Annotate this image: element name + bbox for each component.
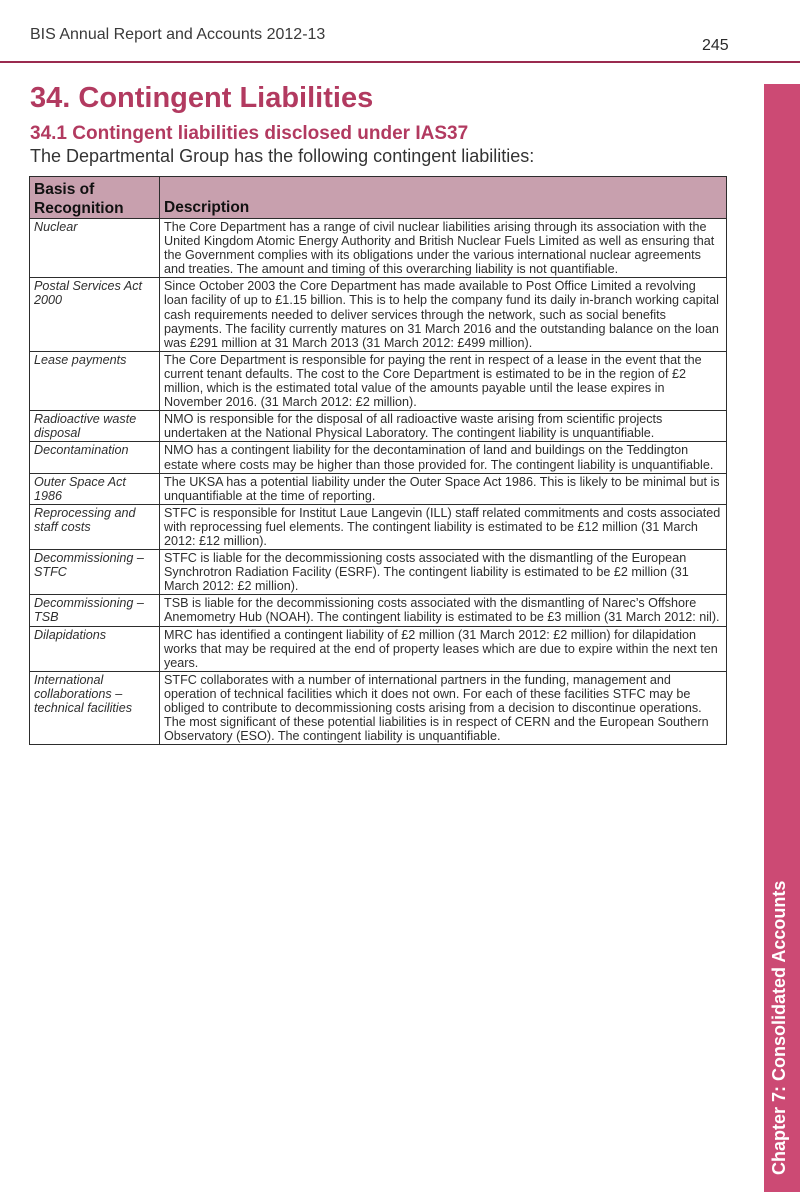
basis-cell: Decommissioning – STFC bbox=[30, 550, 160, 595]
description-cell: NMO is responsible for the disposal of all radioactive waste arising from scientific projects undertaken at the National Physical Laboratory. The contingent liability is unquantifiable. bbox=[160, 411, 727, 442]
description-cell: TSB is liable for the decommissioning costs associated with the dismantling of Narec’s Offshore Anemometry Hub (NOAH). The contingent liability is estimated to be £3 million (31 March 2012: nil). bbox=[160, 595, 727, 626]
table-row bbox=[30, 626, 727, 671]
header-rule bbox=[0, 61, 800, 63]
basis-cell: Decommissioning – TSB bbox=[30, 595, 160, 626]
header-description: Description bbox=[160, 177, 727, 219]
section-title: 34.1 Contingent liabilities disclosed under IAS37 bbox=[30, 123, 469, 144]
description-cell: Since October 2003 the Core Department has made available to Post Office Limited a revolving loan facility of up to £1.15 billion. This is to help the company fund its daily in-branch working capital cash requirements needed to deliver services through the network, such as social benefits payments. The facility currently matures on 31 March 2016 and the outstanding balance on the loan was £291 million at 31 March 2013 (31 March 2012: £499 million). bbox=[160, 278, 727, 351]
description-cell: The Core Department is responsible for paying the rent in respect of a lease in the event that the current tenant defaults. The cost to the Core Department is estimated to be in the region of £2 million, which is the estimated total value of the amounts payable until the lease expires in November 2016. (31 March 2012: £2 million). bbox=[160, 351, 727, 410]
intro-text: The Departmental Group has the following contingent liabilities: bbox=[30, 146, 535, 166]
description-cell: The UKSA has a potential liability under the Outer Space Act 1986. This is likely to be minimal but is unquantifiable at the time of reporting. bbox=[160, 473, 727, 504]
description-cell: NMO has a contingent liability for the decontamination of land and buildings on the Teddington estate where costs may be higher than those provided for. The contingent liability is unquantifiable. bbox=[160, 442, 727, 473]
table-row bbox=[30, 442, 727, 473]
chapter-title: 34. Contingent Liabilities bbox=[30, 82, 374, 114]
description-cell: MRC has identified a contingent liability of £2 million (31 March 2012: £2 million) for dilapidation works that may be required at the end of property leases which are due to expire within the next ten years. bbox=[160, 626, 727, 671]
table-row bbox=[30, 351, 727, 410]
report-name: BIS Annual Report and Accounts 2012-13 bbox=[30, 26, 326, 43]
table-row bbox=[30, 473, 727, 504]
basis-cell: Dilapidations bbox=[30, 626, 160, 671]
header-basis: Basis of Recognition bbox=[30, 177, 160, 219]
basis-cell: Nuclear bbox=[30, 219, 160, 278]
description-cell: The Core Department has a range of civil nuclear liabilities arising through its association with the United Kingdom Atomic Energy Authority and British Nuclear Fuels Limited as well as ensuring that the Government complies with its obligations under the various international nuclear agreements and treaties. The amount and timing of this overarching liability is not quantifiable. bbox=[160, 219, 727, 278]
basis-cell: Decontamination bbox=[30, 442, 160, 473]
table-row bbox=[30, 550, 727, 595]
basis-cell: Postal Services Act 2000 bbox=[30, 278, 160, 351]
table-row bbox=[30, 595, 727, 626]
basis-cell: International collaborations – technical facilities bbox=[30, 671, 160, 744]
table-row bbox=[30, 219, 727, 278]
basis-cell: Lease payments bbox=[30, 351, 160, 410]
basis-cell: Outer Space Act 1986 bbox=[30, 473, 160, 504]
page-number: 245 bbox=[702, 37, 729, 54]
description-cell: STFC collaborates with a number of international partners in the funding, management and operation of technical facilities which it does not own. For each of these facilities STFC may be obliged to contribute to decommissioning costs arising from a decision to discontinue operations. The most significant of these potential liabilities is in respect of CERN and the European Southern Observatory (ESO). The contingent liability is unquantifiable. bbox=[160, 671, 727, 744]
table-header-row bbox=[30, 177, 727, 219]
chapter-side-label: Chapter 7: Consolidated Accounts bbox=[769, 880, 789, 1175]
contingent-liabilities-table bbox=[29, 176, 727, 745]
basis-cell: Radioactive waste disposal bbox=[30, 411, 160, 442]
table-row bbox=[30, 411, 727, 442]
table-row bbox=[30, 278, 727, 351]
basis-cell: Reprocessing and staff costs bbox=[30, 504, 160, 549]
table-row bbox=[30, 504, 727, 549]
description-cell: STFC is responsible for Institut Laue Langevin (ILL) staff related commitments and costs associated with reprocessing fuel elements. The contingent liability is estimated to be £12 million (31 March 2012: £12 million). bbox=[160, 504, 727, 549]
description-cell: STFC is liable for the decommissioning costs associated with the dismantling of the European Synchrotron Radiation Facility (ESRF). The contingent liability is estimated to be £2 million (31 March 2012: £2 million). bbox=[160, 550, 727, 595]
table-row bbox=[30, 671, 727, 744]
